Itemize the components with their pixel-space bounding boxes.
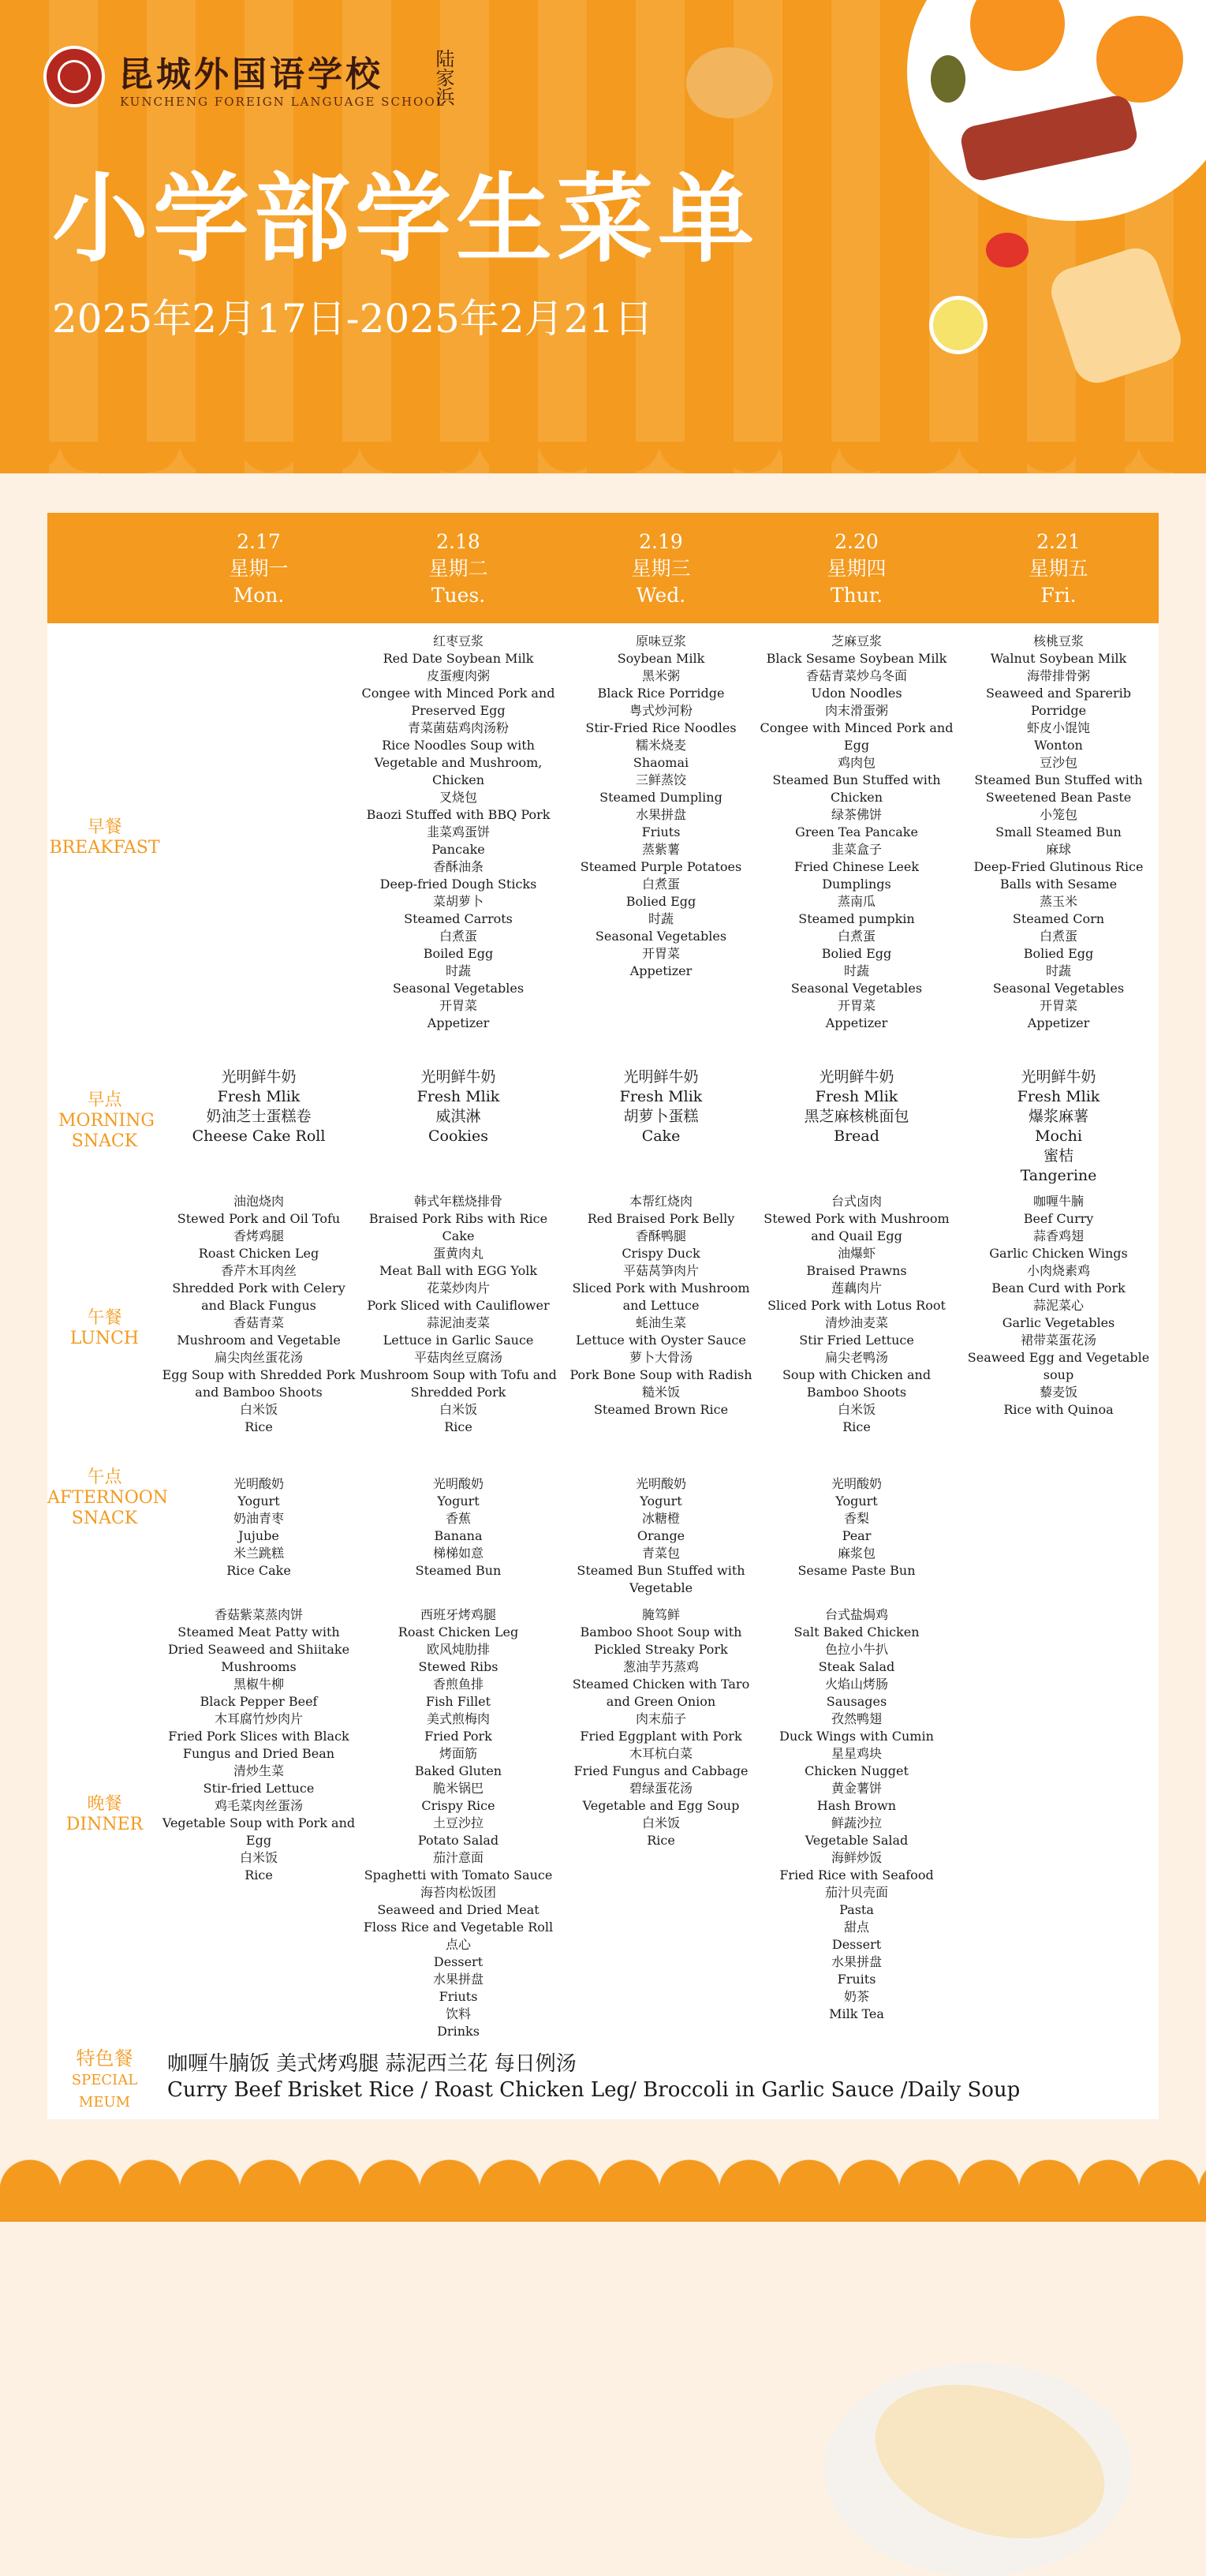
meal-label-cn: 早点 <box>87 1090 122 1110</box>
day-header-row <box>47 513 1159 623</box>
meal-label-cn: 晚餐 <box>87 1794 122 1814</box>
meal-label-lunch <box>47 1308 162 1349</box>
day-cn: 星期四 <box>827 557 887 580</box>
meal-label-en: BREAKFAST <box>49 838 160 858</box>
menu-cell-dinner-tue: 西班牙烤鸡腿 Roast Chicken Leg 欧风炖肋排 Stewed Ribs 香煎鱼排 Fish Fillet 美式煎梅肉 Fried Pork 烤面筋 Baked Gluten 脆米锅巴 Crispy Rice 土豆沙拉 Potato Salad 茄汁意面 Spaghetti with Tomato Sauce 海苔肉松饭团 Seaweed and Dried Meat Floss Rice and Vegetable Roll 点心 Dessert 水果拼盘 Friuts 饮料 Drinks <box>363 1607 554 2039</box>
day-date: 2.18 <box>436 530 480 553</box>
page-title: 小学部学生菜单 <box>52 163 759 275</box>
menu-cell-afternoon-snack-thu: 光明酸奶 Yogurt 香梨 Pear 麻浆包 Sesame Paste Bun <box>797 1476 916 1578</box>
menu-cell-breakfast-fri: 核桃豆浆 Walnut Soybean Milk 海带排骨粥 Seaweed and Sparerib Porridge 虾皮小馄饨 Wonton 豆沙包 Steamed Bun Stuffed with Sweetened Bean Paste 小笼包 Small Steamed Bun 麻球 Deep-Fried Glutinous Rice Balls with Sesame 蒸玉米 Steamed Corn 白煮蛋 Bolied Egg 时蔬 Seasonal Vegetables 开胃菜 Appetizer <box>973 634 1144 1030</box>
day-cn: 星期五 <box>1029 557 1088 580</box>
menu-cell-lunch-fri: 咖喱牛腩 Beef Curry 蒜香鸡翅 Garlic Chicken Wings 小肉烧素鸡 Bean Curd with Pork 蒜泥菜心 Garlic Vegetables 裙带菜蛋花汤 Seaweed Egg and Vegetable soup 藜麦饭 Rice with Quinoa <box>967 1194 1150 1417</box>
day-en: Fri. <box>1040 584 1077 607</box>
menu-cell-afternoon-snack-tue: 光明酸奶 Yogurt 香蕉 Banana 梯梯如意 Steamed Bun <box>415 1476 502 1578</box>
menu-cell-lunch-tue: 韩式年糕烧排骨 Braised Pork Ribs with Rice Cake 蛋黄肉丸 Meat Ball with EGG Yolk 花菜炒肉片 Pork Sliced with Cauliflower 蒜泥油麦菜 Lettuce in Garlic Sauce 平菇肉丝豆腐汤 Mushroom Soup with Tofu and Shredded Pork 白米饭 Rice <box>360 1194 557 1434</box>
calligraphy-signature: 陆家浜 <box>432 49 454 106</box>
day-en: Thur. <box>830 584 883 607</box>
shield-icon <box>58 60 91 93</box>
menu-cell-afternoon-snack-mon: 光明酸奶 Yogurt 奶油青枣 Jujube 米兰跳糕 Rice Cake <box>226 1476 291 1578</box>
day-header <box>379 529 537 609</box>
meal-label-dinner <box>47 1794 162 1835</box>
date-range: 2025年2月17日-2025年2月21日 <box>52 296 654 342</box>
day-date: 2.20 <box>834 530 879 553</box>
meal-label-en: LUNCH <box>69 1329 140 1348</box>
meal-label-cn: 早餐 <box>87 817 122 837</box>
olive-illustration <box>931 55 965 103</box>
meal-label-afternoon-snack <box>47 1467 169 1529</box>
special-label <box>47 2047 162 2114</box>
footer-band <box>0 2190 1206 2222</box>
menu-cell-morning-snack-wed: 光明鲜牛奶 Fresh Mlik 胡萝卜蛋糕 Cake <box>619 1068 703 1145</box>
menu-cell-dinner-wed: 腌笃鲜 Bamboo Shoot Soup with Pickled Streaky Pork 葱油芋艿蒸鸡 Steamed Chicken with Taro and Green Onion 肉末茄子 Fried Eggplant with Pork 木耳杭白菜 Fried Fungus and Cabbage 碧绿蛋花汤 Vegetable and Egg Soup 白米饭 Rice <box>572 1607 750 1848</box>
menu-cell-afternoon-snack-wed: 光明酸奶 Yogurt 冰糖橙 Orange 青菜包 Steamed Bun Stuffed with Vegetable <box>577 1476 745 1595</box>
meal-label-en: MORNING SNACK <box>58 1111 155 1151</box>
menu-cell-dinner-mon: 香菇紫菜蒸肉饼 Steamed Meat Patty with Dried Seaweed and Shiitake Mushrooms 黑椒牛柳 Black Pepper Beef 木耳腐竹炒肉片 Fried Pork Slices with Black Fungus and Dried Bean 清炒生菜 Stir-fried Lettuce 鸡毛菜肉丝蛋汤 Vegetable Soup with Pork and Egg 白米饭 Rice <box>162 1607 356 1882</box>
day-header <box>778 529 935 609</box>
menu-cell-lunch-mon: 油泡烧肉 Stewed Pork and Oil Tofu 香烤鸡腿 Roast Chicken Leg 香芹木耳肉丝 Shredded Pork with Celery and Black Fungus 香菇青菜 Mushroom and Vegetable 扁尖肉丝蛋花汤 Egg Soup with Shredded Pork and Bamboo Shoots 白米饭 Rice <box>162 1194 356 1434</box>
menu-table <box>47 513 1159 2119</box>
menu-cell-morning-snack-mon: 光明鲜牛奶 Fresh Mlik 奶油芝士蛋糕卷 Cheese Cake Roll <box>192 1068 326 1145</box>
meal-label-en: AFTERNOON SNACK <box>47 1488 169 1528</box>
menu-cell-breakfast-wed: 原味豆浆 Soybean Milk 黑米粥 Black Rice Porridge 粤式炒河粉 Stir-Fried Rice Noodles 糯米烧麦 Shaomai 三鲜蒸饺 Steamed Dumpling 水果拼盘 Friuts 蒸紫薯 Steamed Purple Potatoes 白煮蛋 Bolied Egg 时蔬 Seasonal Vegetables 开胃菜 Appetizer <box>580 634 742 978</box>
school-logo <box>43 46 105 107</box>
bread-roll-illustration <box>686 47 773 118</box>
menu-cell-morning-snack-thu: 光明鲜牛奶 Fresh Mlik 黑芝麻核桃面包 Bread <box>804 1068 909 1145</box>
menu-cell-morning-snack-fri: 光明鲜牛奶 Fresh Mlik 爆浆麻薯 Mochi 蜜桔 Tangerine <box>1017 1068 1100 1184</box>
meal-label-cn: 午点 <box>87 1467 122 1487</box>
fried-egg-illustration <box>1096 16 1183 103</box>
school-name-en: KUNCHENG FOREIGN LANGUAGE SCHOOL <box>120 95 446 109</box>
special-label-cn: 特色餐 <box>76 2047 133 2069</box>
day-en: Tues. <box>431 584 486 607</box>
meal-label-en: DINNER <box>65 1815 144 1834</box>
menu-cell-lunch-thu: 台式卤肉 Stewed Pork with Mushroom and Quail Egg 油爆虾 Braised Prawns 莲藕肉片 Sliced Pork with Lotus Root 清炒油麦菜 Stir Fried Lettuce 扁尖老鸭汤 Soup with Chicken and Bamboo Shoots 白米饭 Rice <box>764 1194 950 1434</box>
special-menu-cn: 咖喱牛腩饭 美式烤鸡腿 蒜泥西兰花 每日例汤 <box>167 2052 577 2076</box>
day-date: 2.21 <box>1036 530 1081 553</box>
menu-cell-dinner-thu: 台式盐焗鸡 Salt Baked Chicken 色拉小牛扒 Steak Salad 火焰山烤肠 Sausages 孜然鸭翅 Duck Wings with Cumin 星星鸡块 Chicken Nugget 黄金薯饼 Hash Brown 鲜蔬沙拉 Vegetable Salad 海鲜炒饭 Fried Rice with Seafood 茄汁贝壳面 Pasta 甜点 Dessert 水果拼盘 Fruits 奶茶 Milk Tea <box>779 1607 934 2021</box>
menu-cell-lunch-wed: 本帮红烧肉 Red Braised Pork Belly 香酥鸭腿 Crispy Duck 平菇莴笋肉片 Sliced Pork with Mushroom and Lettuce 蚝油生菜 Lettuce with Oyster Sauce 萝卜大骨汤 Pork Bone Soup with Radish 糙米饭 Steamed Brown Rice <box>569 1194 752 1417</box>
day-header <box>582 529 740 609</box>
menu-cell-breakfast-tue: 红枣豆浆 Red Date Soybean Milk 皮蛋瘦肉粥 Congee with Minced Pork and Preserved Egg 青菜菌菇鸡肉汤粉 Rice Noodles Soup with Vegetable and Mushroom, Chicken 叉烧包 Baozi Stuffed with BBQ Pork 韭菜鸡蛋饼 Pancake 香酥油条 Deep-fried Dough Sticks 菜胡萝卜 Steamed Carrots 白煮蛋 Boiled Egg 时蔬 Seasonal Vegetables 开胃菜 Appetizer <box>361 634 555 1030</box>
meal-label-morning-snack <box>47 1090 162 1152</box>
school-name-cn: 昆城外国语学校 <box>118 54 383 95</box>
day-cn: 星期三 <box>631 557 691 580</box>
menu-cell-breakfast-thu: 芝麻豆浆 Black Sesame Soybean Milk 香菇青菜炒乌冬面 Udon Noodles 肉末滑蛋粥 Congee with Minced Pork and Egg 鸡肉包 Steamed Bun Stuffed with Chicken 绿茶佛饼 Green Tea Pancake 韭菜盒子 Fried Chinese Leek Dumplings 蒸南瓜 Steamed pumpkin 白煮蛋 Bolied Egg 时蔬 Seasonal Vegetables 开胃菜 Appetizer <box>760 634 954 1030</box>
meal-label-cn: 午餐 <box>87 1308 122 1328</box>
day-date: 2.19 <box>639 530 683 553</box>
meal-label-breakfast <box>47 817 162 858</box>
menu-cell-morning-snack-tue: 光明鲜牛奶 Fresh Mlik 威淇淋 Cookies <box>416 1068 500 1145</box>
day-cn: 星期一 <box>229 557 289 580</box>
day-cn: 星期二 <box>428 557 488 580</box>
day-header <box>180 529 338 609</box>
day-en: Mon. <box>233 584 285 607</box>
tomato-illustration <box>986 233 1029 267</box>
day-en: Wed. <box>636 584 686 607</box>
special-label-en: SPECIAL MEUM <box>71 2072 138 2111</box>
scallop-border-top <box>0 442 1206 489</box>
day-header <box>980 529 1137 609</box>
day-date: 2.17 <box>237 530 281 553</box>
lemon-slice-illustration <box>929 296 988 354</box>
scallop-border-bottom <box>0 2159 1206 2190</box>
special-menu-en: Curry Beef Brisket Rice / Roast Chicken Leg/ Broccoli in Garlic Sauce /Daily Soup <box>167 2078 1021 2102</box>
